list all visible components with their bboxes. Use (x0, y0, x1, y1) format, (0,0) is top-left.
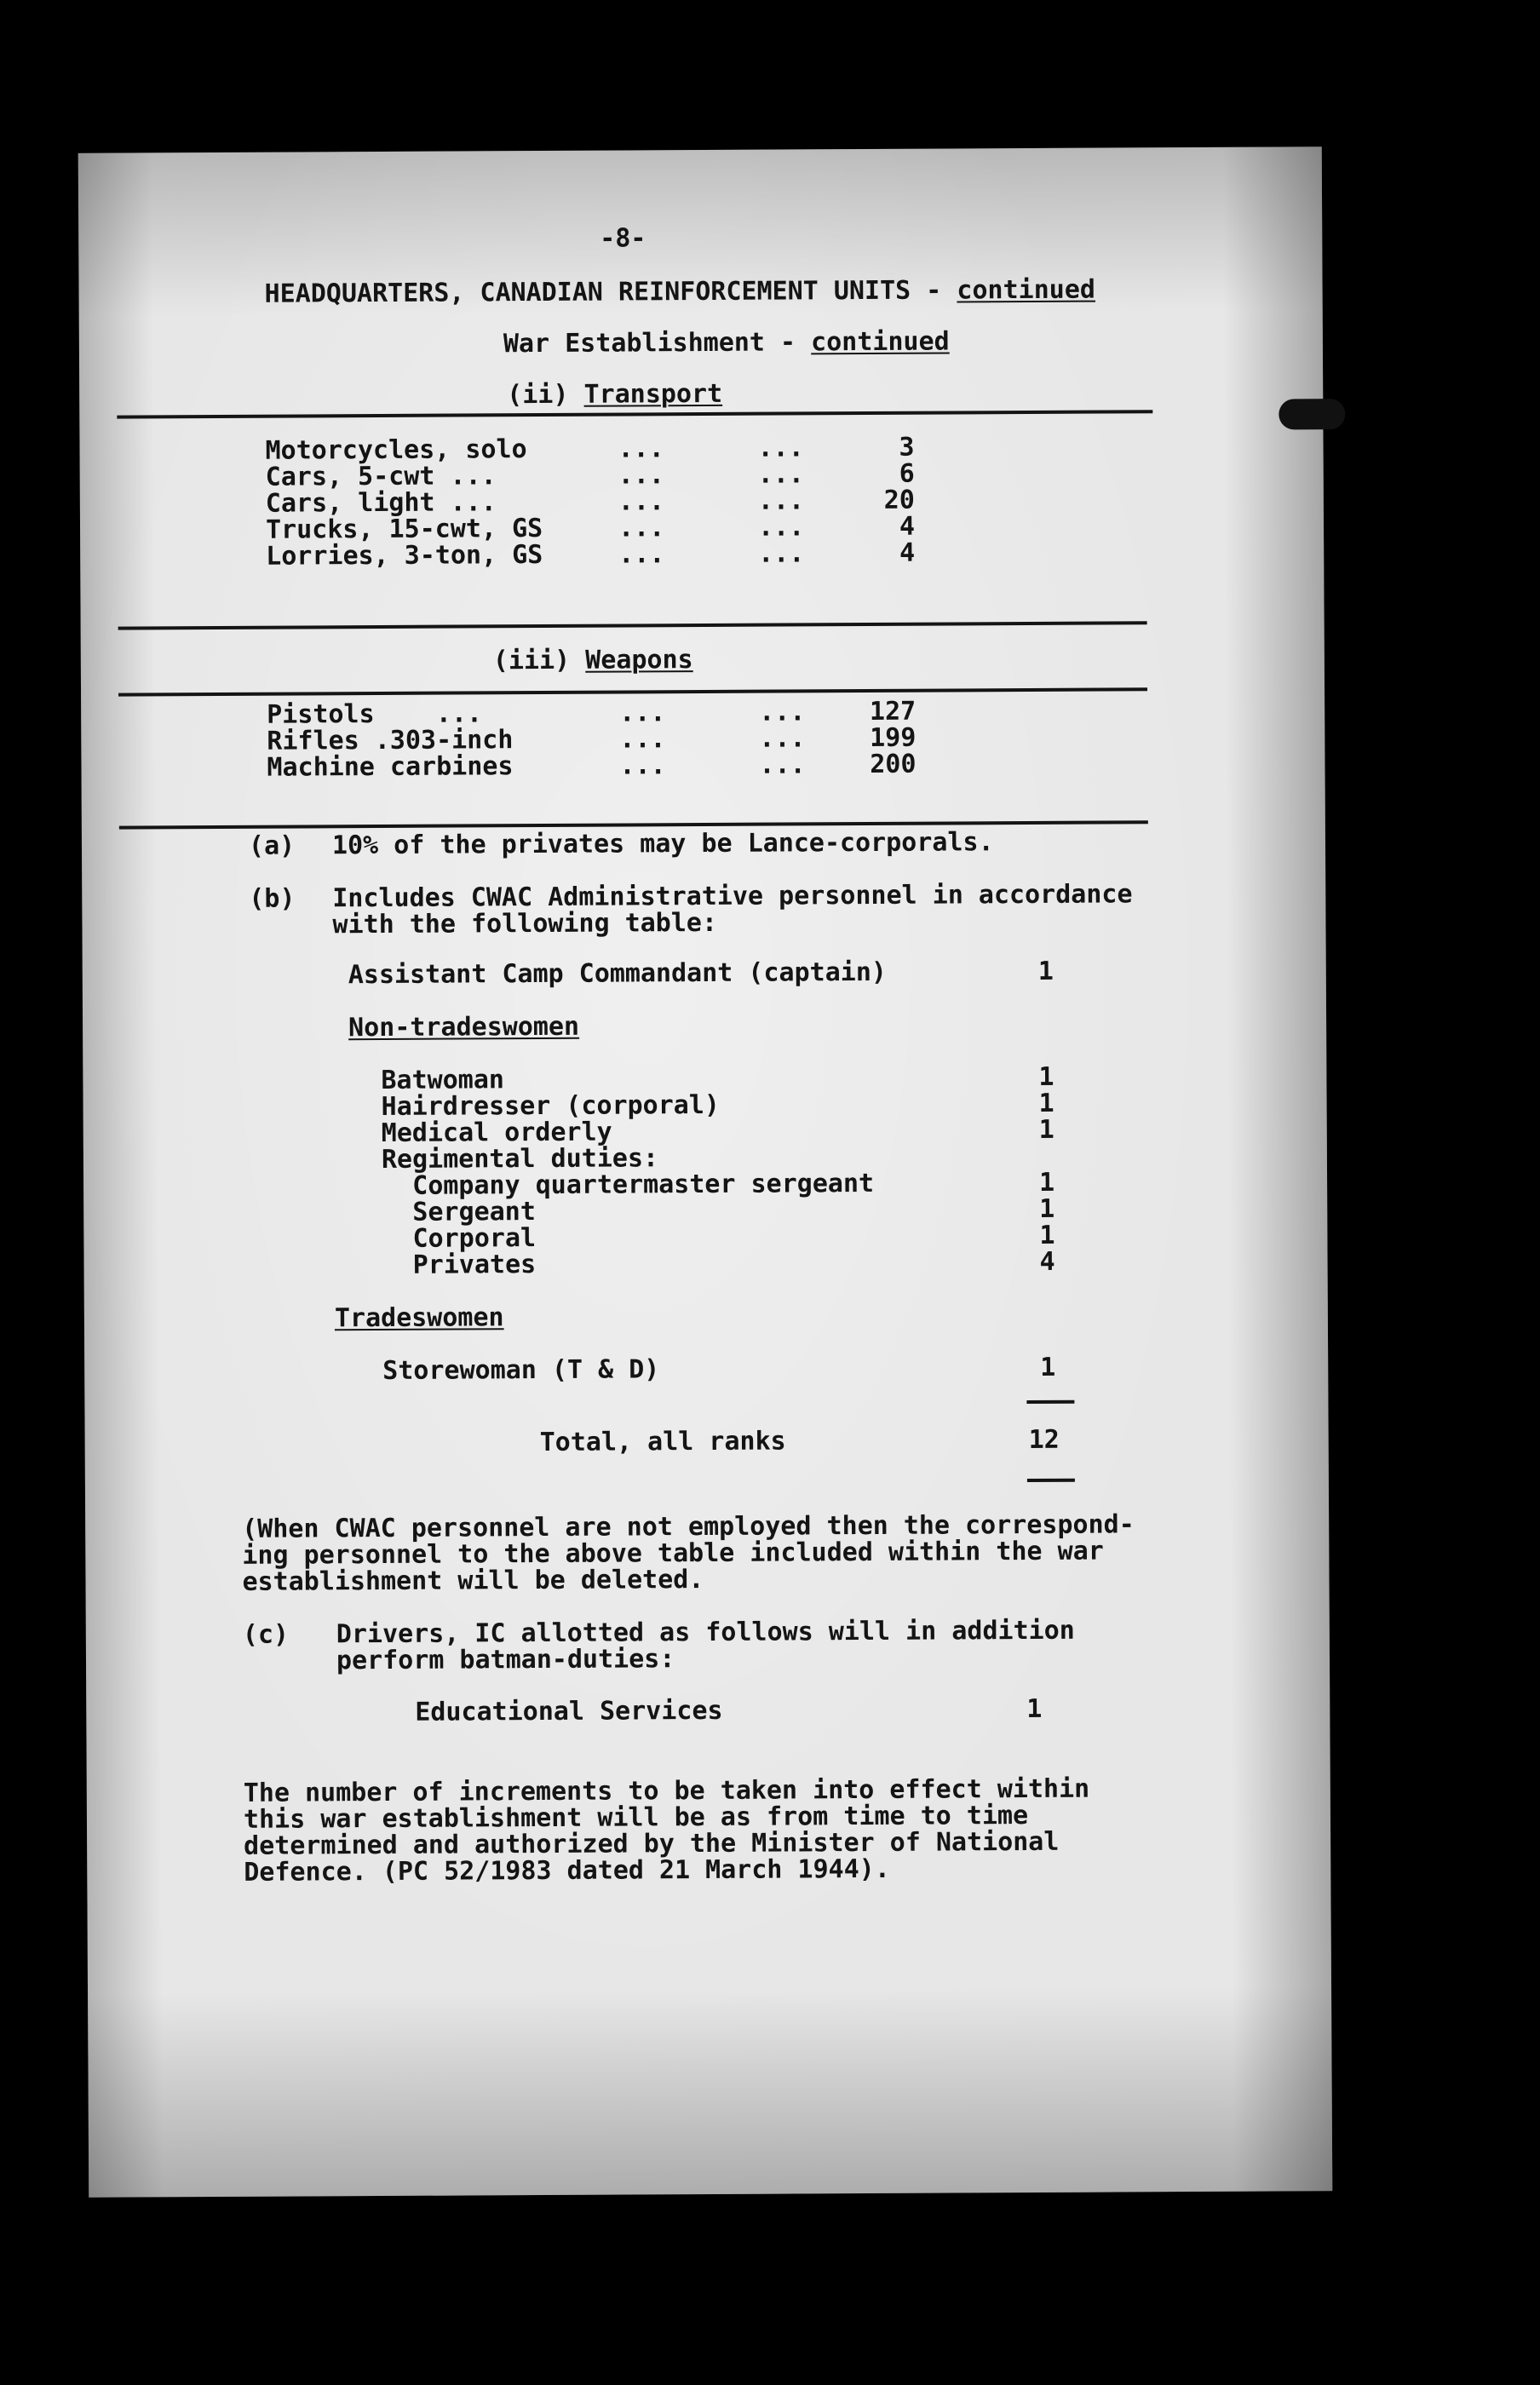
total-rule (1027, 1479, 1075, 1482)
item-label: Trucks, 15-cwt, GS (265, 513, 543, 545)
nontrades-heading: Non-tradeswomen (348, 1011, 580, 1043)
weapons-heading (493, 647, 693, 674)
leader-dots: ... (757, 512, 805, 543)
title-continued: continued (957, 274, 1096, 306)
quantity: 127 (869, 696, 917, 727)
subtitle-continued: continued (811, 326, 950, 358)
note-b-line: Includes CWAC Administrative personnel in accordance (332, 879, 1133, 914)
item-label: Pistols ... (267, 698, 483, 730)
subtitle-main: War Establishment - (503, 327, 812, 359)
educational-services-label: Educational Services (415, 1695, 723, 1727)
transport-heading (507, 378, 723, 411)
document-title (264, 274, 1096, 309)
divider-rule (118, 687, 1147, 696)
note-c-line: perform batman-duties: (336, 1644, 675, 1676)
role-qty: 1 (1039, 1193, 1055, 1224)
quantity: 3 (899, 432, 915, 463)
quantity: 200 (870, 749, 917, 779)
role-qty: 1 (1038, 1088, 1054, 1118)
footer-line: Defence. (PC 52/1983 dated 21 March 1944). (244, 1853, 890, 1888)
role-label: Medical orderly (381, 1117, 612, 1148)
cwac-note-line: ing personnel to the above table included within the war (242, 1536, 1104, 1571)
leader-dots: ... (618, 539, 665, 570)
leader-dots: ... (757, 459, 804, 490)
note-b-line: with the following table: (332, 907, 718, 940)
leader-dots: ... (757, 486, 805, 516)
item-label: Cars, 5-cwt ... (265, 461, 497, 492)
leader-dots: ... (618, 486, 665, 517)
ink-blot (1279, 399, 1345, 429)
storewoman-label: Storewoman (T & D) (382, 1354, 660, 1386)
role-qty: 1 (1038, 1114, 1054, 1145)
transport-num: (ii) (507, 379, 584, 411)
title-main: HEADQUARTERS, CANADIAN REINFORCEMENT UNITS - (264, 275, 957, 309)
acc-qty: 1 (1037, 956, 1054, 986)
quantity: 4 (899, 511, 916, 542)
role-label: Hairdresser (corporal) (381, 1089, 721, 1122)
total-rule (1026, 1400, 1074, 1404)
role-qty: 4 (1039, 1246, 1055, 1277)
cwac-note-line: (When CWAC personnel are not employed then the correspond- (242, 1509, 1135, 1544)
trades-heading: Tradeswomen (334, 1302, 504, 1334)
role-label: Corporal (382, 1223, 537, 1254)
leader-dots: ... (758, 538, 805, 569)
divider-rule (118, 621, 1147, 629)
leader-dots: ... (618, 513, 665, 543)
leader-dots: ... (757, 433, 804, 463)
item-label: Motorcycles, solo (265, 434, 527, 466)
note-a-label: (a) (248, 830, 296, 861)
total-label: Total, all ranks (539, 1426, 786, 1458)
role-label: Regimental duties: (381, 1143, 659, 1175)
divider-rule (119, 820, 1148, 829)
transport-label: Transport (583, 378, 723, 410)
document-page (78, 147, 1333, 2198)
leader-dots: ... (619, 698, 666, 728)
leader-dots: ... (759, 723, 806, 754)
total-qty: 12 (1028, 1424, 1060, 1456)
leader-dots: ... (619, 724, 666, 755)
role-label: Company quartermaster sergeant (381, 1168, 875, 1201)
quantity: 20 (883, 485, 915, 515)
leader-dots: ... (759, 697, 806, 727)
leader-dots: ... (618, 460, 664, 491)
item-label: Cars, light ... (265, 487, 497, 519)
cwac-note-line: establishment will be deleted. (242, 1565, 704, 1597)
role-label: Sergeant (382, 1197, 536, 1227)
role-label: Batwoman (381, 1065, 505, 1095)
document-subtitle (503, 326, 950, 359)
footer-line: The number of increments to be taken into effect within (243, 1773, 1090, 1808)
divider-rule (117, 410, 1152, 418)
note-c-line: Drivers, IC allotted as follows will in addition (336, 1615, 1075, 1650)
educational-services-qty: 1 (1026, 1693, 1043, 1725)
role-label: Privates (382, 1250, 537, 1280)
leader-dots: ... (759, 750, 806, 780)
note-a-text: 10% of the privates may be Lance-corporals. (331, 827, 994, 861)
item-label: Lorries, 3-ton, GS (266, 539, 543, 572)
weapons-num: (iii) (492, 645, 586, 676)
note-b-label: (b) (249, 883, 296, 914)
storewoman-qty: 1 (1040, 1352, 1056, 1382)
leader-dots: ... (618, 434, 664, 464)
page-number: -8- (600, 223, 646, 254)
acc-label: Assistant Camp Commandant (captain) (348, 957, 888, 991)
role-qty: 1 (1039, 1220, 1055, 1250)
item-label: Rifles .303-inch (267, 725, 514, 756)
footer-line: this war establishment will be as from time to time (243, 1801, 1029, 1835)
item-label: Machine carbines (267, 751, 514, 783)
quantity: 6 (899, 458, 915, 489)
role-qty: 1 (1038, 1167, 1055, 1198)
weapons-label: Weapons (585, 645, 693, 675)
leader-dots: ... (619, 750, 666, 781)
quantity: 199 (870, 722, 917, 753)
note-c-label: (c) (242, 1619, 290, 1650)
role-qty: 1 (1038, 1061, 1054, 1092)
footer-line: determined and authorized by the Minister of National (244, 1826, 1060, 1861)
quantity: 4 (899, 537, 916, 568)
